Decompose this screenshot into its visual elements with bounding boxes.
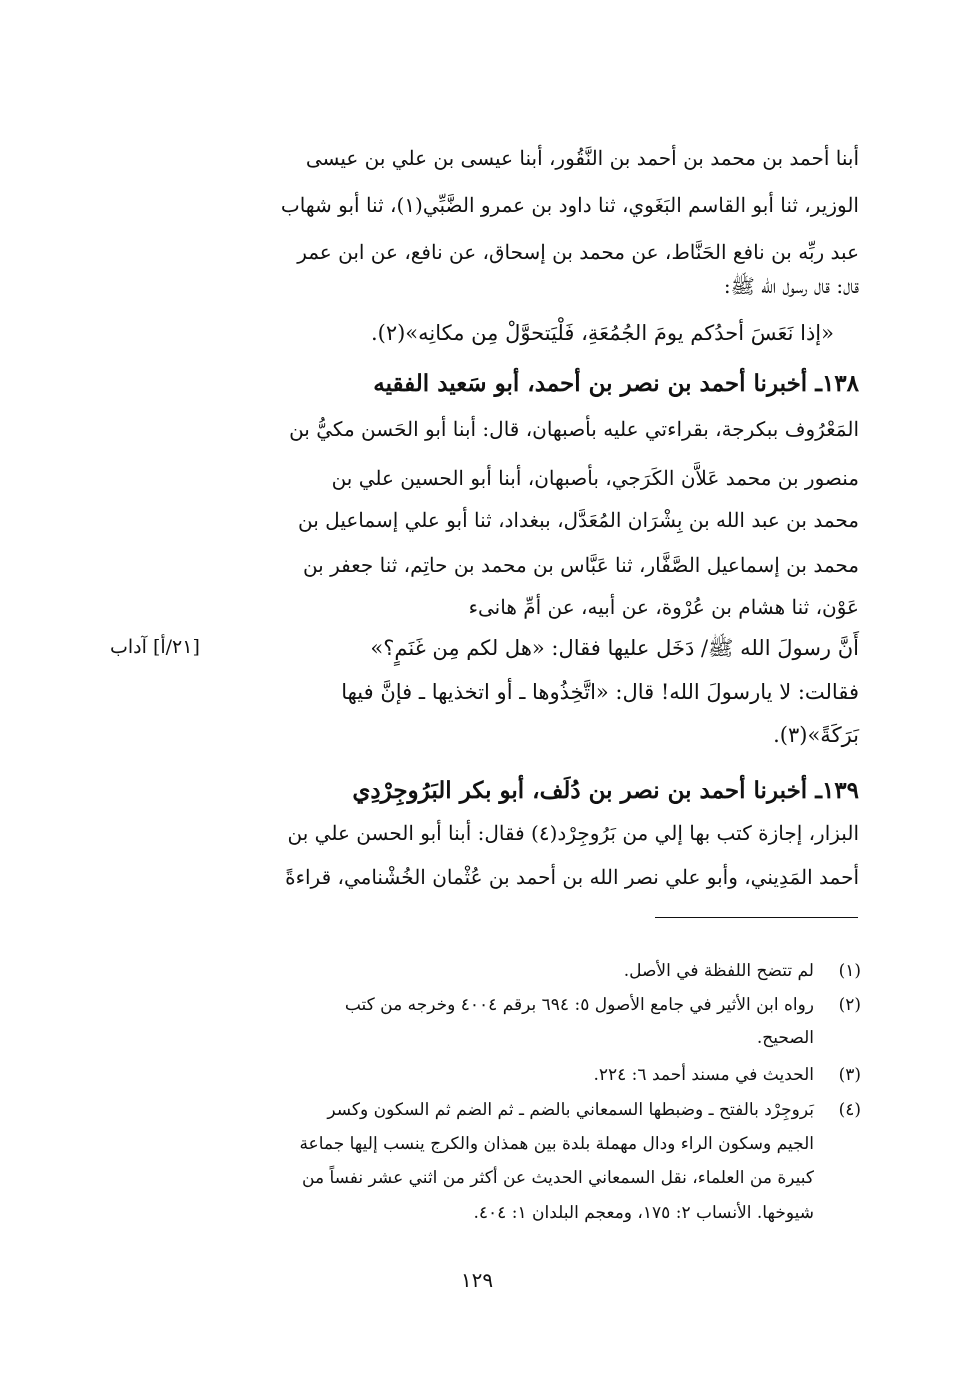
footnote-text: الصحيح.: [756, 1028, 814, 1048]
footnote-text: الحديث في مسند أحمد ٦: ٢٢٤.: [593, 1065, 814, 1085]
text-line: محمد بن عبد الله بن بِشْرَان المُعَدَّل، ببغداد، ثنا أبو علي إسماعيل بن: [298, 508, 859, 532]
hadith-quote: «إذا نَعَسَ أحدُكم يومَ الجُمُعَةِ، فَلْيَتحوَّلْ مِن مكانِه»(٢).: [370, 321, 834, 345]
text-line: البزار، إجازة كتب بها إلي من بَرُوجِرْد(٤) فقال: أبنا أبو الحسن علي بن: [287, 821, 859, 845]
footnote-number: (٣): [838, 1065, 861, 1085]
footnote-separator: [655, 917, 858, 918]
text-line: المَعْرُوف ببكرجة، بقراءتي عليه بأصبهان، قال: أبنا أبو الحَسن مكيُّ بن: [289, 417, 859, 441]
footnote-number: (١): [838, 961, 861, 981]
footnote-text: لم تتضح اللفظة في الأصل.: [623, 961, 814, 981]
text-line: منصور بن محمد عَلاَّن الكَرَجي، بأصبهان، أبنا أبو الحسين علي بن: [331, 466, 859, 490]
text-line: أبنا أحمد بن محمد بن أحمد بن النَّقُور، أبنا عيسى بن علي بن عيسى: [305, 146, 859, 170]
footnote-number: (٢): [838, 995, 861, 1015]
footnote-text: رواه ابن الأثير في جامع الأصول ٥: ٦٩٤ برقم ٤٠٠٤ وخرجه من كتب: [344, 995, 814, 1015]
text-line: قال: قال رسول الله ﷺ:: [723, 274, 859, 298]
hadith-text: فقالت: لا يارسولَ الله! قال: «اتَّخِذُوها ـ أو اتخذيها ـ فإنَّ فيها: [341, 680, 859, 704]
text-line: عبد ربِّه بن نافع الحَنَّاط، عن محمد بن إسحاق، عن نافع، عن ابن عمر: [297, 240, 859, 264]
margin-note: [٢١/أ] آداب: [110, 636, 200, 658]
page-number: ١٢٩: [460, 1268, 494, 1292]
text-line: أحمد المَدِيني، وأبو علي نصر الله بن أحمد بن عُثْمان الخُشْنامي، قراءةً: [285, 865, 859, 889]
hadith-heading-138: ١٣٨ـ أخبرنا أحمد بن نصر بن أحمد، أبو سَعيد الفقيه: [373, 370, 859, 397]
text-line: الوزير، ثنا أبو القاسم البَغَوي، ثنا داود بن عمرو الضَّبِّي(١)، ثنا أبو شهاب: [280, 193, 859, 217]
footnote-number: (٤): [838, 1100, 861, 1120]
footnote-text: بَروجِرْد بالفتح ـ وضبطها السمعاني بالضم ـ ثم الضم ثم السكون وكسر: [327, 1100, 814, 1120]
text-line: عَوْن، ثنا هشام بن عُرْوة، عن أبيه، عن أمِّ هانىء: [468, 595, 859, 619]
footnote-text: كبيرة من العلماء، نقل السمعاني الحديث عن أكثر من اثني عشر نفساً من: [302, 1168, 814, 1188]
footnote-text: شيوخها. الأنساب ٢: ١٧٥، ومعجم البلدان ١: ٤٠٤.: [473, 1203, 814, 1223]
hadith-text: بَرَكَةً»(٣).: [773, 723, 859, 747]
hadith-heading-139: ١٣٩ـ أخبرنا أحمد بن نصر بن دُلَف، أبو بكر البَرُوجِرْدِي: [352, 777, 859, 804]
hadith-text: أَنَّ رسولَ الله ﷺ/ دَخَل عليها فقال: «هل لكم مِن غَنَمٍ؟»: [370, 636, 859, 660]
text-line: محمد بن إسماعيل الصَّفَّار، ثنا عَبَّاس بن محمد بن حاتِم، ثنا جعفر بن: [302, 553, 859, 577]
footnote-text: الجيم وسكون الراء ودال مهملة بلدة بين همذان والكرج ينسب إليها جماعة: [299, 1134, 814, 1154]
